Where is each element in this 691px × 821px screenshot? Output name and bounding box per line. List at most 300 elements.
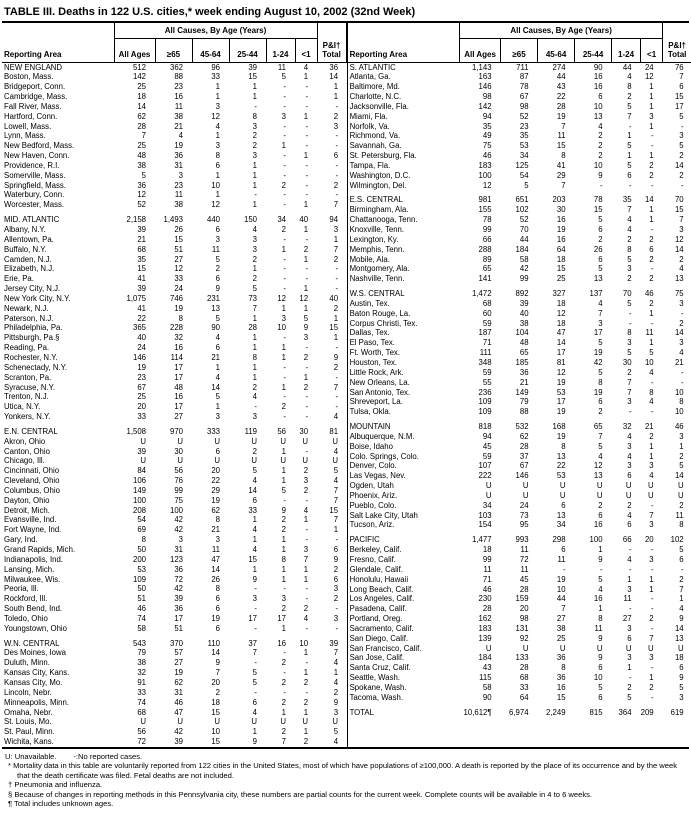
value-cell: 39	[248, 62, 257, 72]
value-cell: 30	[622, 357, 632, 367]
value-cell: 15	[329, 505, 339, 515]
value-cell: 41	[556, 160, 566, 170]
value-cell: 3	[178, 170, 183, 180]
panel-left-table	[2, 23, 347, 747]
value-cell: U	[214, 456, 220, 466]
value-cell: 73	[248, 293, 257, 303]
reporting-area-cell: Rochester, N.Y.	[4, 352, 58, 362]
value-cell: 1	[252, 200, 257, 210]
value-cell: 746	[169, 293, 183, 303]
value-cell: 15	[556, 141, 566, 151]
value-cell: 2	[252, 131, 257, 141]
value-cell: 6	[679, 82, 684, 92]
value-cell: 81	[556, 357, 566, 367]
pi-total-label: Total	[667, 49, 687, 59]
value-cell: -	[305, 101, 309, 111]
reporting-area-cell: Long Beach, Calif.	[349, 584, 414, 594]
value-cell: 36	[137, 180, 146, 190]
reporting-area-cell: Pasadena, Calif.	[349, 604, 407, 614]
value-cell: 6	[627, 170, 632, 180]
value-cell: 8	[561, 441, 566, 451]
value-cell: 2	[303, 352, 309, 362]
value-cell: -	[305, 402, 309, 412]
reporting-area-cell: Albany, N.Y.	[4, 225, 46, 234]
reporting-area-cell: Reading, Pa.	[4, 343, 50, 353]
value-cell: 1	[303, 648, 309, 658]
reporting-area-cell: Corpus Christi, Tex.	[349, 318, 418, 328]
value-cell: 79	[519, 397, 529, 407]
value-cell: 38	[174, 200, 183, 210]
value-cell: 2	[252, 446, 257, 456]
value-cell: 7	[281, 737, 286, 747]
value-cell: 64	[556, 244, 566, 254]
value-cell: 104	[515, 328, 529, 338]
value-cell: 5	[598, 215, 603, 225]
value-cell: 3	[252, 412, 257, 422]
value-cell: 90	[593, 62, 603, 72]
value-cell: 1	[215, 82, 220, 92]
value-cell: 146	[132, 352, 146, 362]
value-cell: 40	[299, 215, 309, 225]
value-cell: 3	[333, 584, 339, 594]
value-cell: 24	[519, 500, 529, 510]
value-cell: 2	[627, 500, 632, 510]
reporting-area-cell: Tucson, Ariz.	[349, 520, 395, 530]
value-cell: 3	[303, 545, 309, 554]
value-cell: 2	[333, 180, 339, 190]
value-cell: 75	[482, 141, 492, 151]
value-cell: -	[681, 564, 684, 574]
value-cell: 150	[243, 215, 257, 225]
value-cell: 1	[303, 111, 309, 121]
value-cell: 47	[556, 328, 566, 338]
reporting-area-cell: Memphis, Tenn.	[349, 244, 405, 254]
value-cell: 1	[303, 200, 309, 210]
value-cell: -	[283, 412, 286, 422]
value-cell: 4	[333, 476, 339, 486]
value-cell: 139	[478, 633, 492, 643]
value-cell: 55	[482, 377, 492, 387]
value-cell: 3	[627, 338, 632, 348]
value-cell: 4	[303, 613, 309, 623]
value-cell: 3	[215, 412, 220, 422]
value-cell: 11	[277, 62, 286, 72]
value-cell: -	[305, 92, 309, 102]
value-cell: 6	[215, 160, 220, 170]
value-cell: 14	[211, 564, 220, 574]
reporting-area-cell: MID. ATLANTIC	[4, 215, 60, 225]
reporting-area-cell: S. ATLANTIC	[349, 62, 396, 72]
value-cell: 5	[598, 264, 603, 274]
value-cell: 5	[141, 170, 146, 180]
value-cell: 8	[679, 397, 684, 407]
region-total-row	[348, 289, 691, 299]
reporting-area-cell: Grand Rapids, Mich.	[4, 545, 76, 554]
value-cell: 21	[174, 121, 183, 131]
value-cell: -	[305, 362, 309, 372]
value-cell: 46	[644, 289, 654, 299]
value-cell: 1	[215, 362, 220, 372]
value-cell: 33	[137, 412, 146, 422]
value-cell: -	[305, 160, 309, 170]
value-cell: 33	[174, 274, 183, 284]
value-cell: 10	[674, 407, 684, 417]
value-cell: 4	[252, 707, 257, 717]
value-cell: 5	[598, 367, 603, 377]
city-row	[348, 358, 691, 368]
value-cell: 7	[252, 303, 257, 313]
value-cell: 88	[519, 407, 529, 417]
reporting-area-cell: Honolulu, Hawaii	[349, 574, 409, 584]
reporting-area-cell: Newark, N.J.	[4, 303, 49, 313]
value-cell: 109	[132, 574, 146, 584]
value-cell: 1	[281, 244, 286, 254]
value-cell: 45	[482, 441, 492, 451]
value-cell: 15	[211, 707, 220, 717]
city-row	[2, 486, 346, 496]
footnote: U: Unavailable. -:No reported cases.	[5, 751, 143, 761]
value-cell: -	[305, 131, 309, 141]
value-cell: 4	[333, 412, 339, 422]
value-cell: 7	[598, 308, 603, 318]
value-cell: 2	[281, 525, 286, 535]
value-cell: 12	[277, 293, 286, 303]
value-cell: 12	[674, 234, 684, 244]
value-cell: 4	[333, 658, 339, 668]
value-cell: 31	[174, 160, 183, 170]
city-row	[348, 575, 691, 585]
city-row	[348, 141, 691, 151]
value-cell: 38	[519, 318, 529, 328]
city-row	[2, 447, 346, 457]
reporting-area-cell: San Jose, Calif.	[349, 653, 405, 663]
value-cell: 3	[679, 431, 684, 441]
reporting-area-cell: Syracuse, N.Y.	[4, 382, 55, 392]
value-cell: 5	[333, 727, 339, 737]
value-cell: 1	[627, 131, 632, 141]
city-row	[348, 604, 691, 614]
value-cell: 5	[303, 313, 309, 323]
value-cell: 2	[281, 658, 286, 668]
reporting-area-cell: Providence, R.I.	[4, 160, 60, 170]
value-cell: -	[651, 225, 654, 234]
value-cell: 365	[132, 323, 146, 333]
value-cell: 102	[515, 205, 529, 215]
value-cell: 274	[552, 62, 566, 72]
value-cell: 59	[482, 318, 492, 328]
value-cell: 17	[174, 362, 183, 372]
value-cell: 5	[598, 338, 603, 348]
value-cell: 1	[649, 215, 654, 225]
value-cell: 16	[556, 215, 566, 225]
city-row	[348, 432, 691, 442]
value-cell: 3	[215, 234, 220, 244]
value-cell: -	[283, 131, 286, 141]
col-header-pi-total	[663, 39, 691, 63]
reporting-area-cell: Evansville, Ind.	[4, 515, 57, 525]
value-cell: 66	[622, 535, 632, 545]
reporting-area-cell: Camden, N.J.	[4, 254, 52, 264]
value-cell: 38	[174, 111, 183, 121]
reporting-area-cell: Norfolk, Va.	[349, 121, 390, 131]
value-cell: 12	[211, 200, 220, 210]
value-cell: -	[283, 274, 286, 284]
value-cell: 1	[215, 402, 220, 412]
reporting-area-cell: Lansing, Mich.	[4, 564, 55, 574]
value-cell: 1	[649, 338, 654, 348]
value-cell: 19	[556, 574, 566, 584]
value-cell: 1	[215, 92, 220, 102]
value-cell: 1	[649, 308, 654, 318]
value-cell: 11	[557, 131, 566, 141]
value-cell: 4	[252, 225, 257, 234]
value-cell: 51	[137, 594, 146, 604]
city-row	[348, 644, 691, 654]
value-cell: 19	[174, 303, 183, 313]
value-cell: 1	[649, 584, 654, 594]
value-cell: 39	[174, 594, 183, 604]
value-cell: 5	[252, 466, 257, 476]
value-cell: U	[251, 717, 257, 727]
col-header-45-64: 45-64	[538, 39, 575, 63]
value-cell: 1	[649, 451, 654, 461]
value-cell: 1	[252, 333, 257, 343]
reporting-area-cell: Scranton, Pa.	[4, 372, 52, 382]
reporting-area-cell: Baltimore, Md.	[349, 82, 400, 92]
value-cell: -	[335, 190, 339, 200]
reporting-area-cell: Charlotte, N.C.	[349, 92, 402, 102]
value-cell: 159	[515, 594, 529, 604]
value-cell: 4	[598, 451, 603, 461]
value-cell: 13	[593, 274, 603, 284]
value-cell: 65	[593, 422, 603, 432]
value-cell: 1	[649, 673, 654, 683]
value-cell: U	[677, 481, 684, 491]
value-cell: 651	[515, 195, 529, 205]
value-cell: -	[651, 500, 654, 510]
value-cell: U	[647, 643, 654, 653]
reporting-area-cell: NEW ENGLAND	[4, 62, 63, 72]
value-cell: 11	[645, 328, 654, 338]
region-total-row	[2, 62, 346, 72]
value-cell: 15	[211, 737, 220, 747]
value-cell: 15	[674, 205, 684, 215]
value-cell: 68	[519, 673, 529, 683]
value-cell: 6	[333, 151, 339, 161]
value-cell: 78	[593, 195, 603, 205]
city-row	[348, 683, 691, 693]
city-row	[2, 343, 346, 353]
value-cell: -	[283, 648, 286, 658]
value-cell: -	[628, 308, 632, 318]
value-cell: 34	[556, 520, 566, 530]
value-cell: 2	[252, 254, 257, 264]
value-cell: 72	[519, 555, 529, 564]
value-cell: 27	[622, 614, 632, 624]
value-cell: 4	[649, 471, 654, 481]
value-cell: 25	[556, 633, 566, 643]
city-row	[2, 525, 346, 535]
city-row	[348, 131, 691, 141]
value-cell: 155	[478, 205, 492, 215]
value-cell: 19	[174, 141, 183, 151]
reporting-area-cell: Toledo, Ohio	[4, 613, 48, 623]
city-row	[348, 245, 691, 255]
value-cell: -	[283, 190, 286, 200]
grand-total-row	[348, 708, 691, 718]
value-cell: 44	[622, 62, 632, 72]
city-row	[2, 304, 346, 314]
value-cell: 141	[478, 274, 492, 284]
value-cell: 6	[598, 510, 603, 520]
value-cell: 6	[627, 520, 632, 530]
value-cell: 14	[329, 72, 339, 82]
value-cell: 8	[598, 614, 603, 624]
value-cell: -	[681, 377, 684, 387]
value-cell: 11	[623, 594, 632, 604]
value-cell: 2	[679, 254, 684, 264]
city-row	[348, 388, 691, 398]
city-row	[2, 131, 346, 141]
city-row	[2, 496, 346, 506]
city-row	[348, 368, 691, 378]
value-cell: 106	[132, 476, 146, 486]
value-cell: 2	[215, 687, 220, 697]
reporting-area-cell: Dayton, Ohio	[4, 495, 50, 505]
value-cell: 7	[215, 668, 220, 678]
region-total-row	[2, 427, 346, 437]
value-cell: U	[647, 490, 654, 500]
value-cell: 1	[627, 663, 632, 673]
value-cell: 2	[303, 737, 309, 747]
panel-left-wrap	[2, 23, 348, 747]
col-header-all-ages: All Ages	[460, 39, 501, 63]
city-row	[348, 397, 691, 407]
value-cell: 7	[679, 72, 684, 82]
value-cell: 8	[281, 554, 286, 564]
value-cell: 4	[252, 476, 257, 486]
value-cell: 1	[281, 466, 286, 476]
value-cell: 9	[333, 554, 339, 564]
value-cell: -	[283, 160, 286, 170]
reporting-area-cell: Pittsburgh, Pa.§	[4, 333, 60, 343]
value-cell: 146	[478, 82, 492, 92]
city-row	[2, 466, 346, 476]
value-cell: 74	[137, 697, 146, 707]
city-row	[2, 624, 346, 634]
col-header-1-24: 1-24	[266, 39, 295, 63]
value-cell: U	[559, 481, 566, 491]
city-row	[2, 648, 346, 658]
value-cell: 52	[137, 200, 146, 210]
value-cell: 40	[329, 293, 339, 303]
value-cell: 64	[519, 692, 529, 702]
value-cell: 142	[132, 72, 146, 82]
value-cell: 46	[174, 697, 183, 707]
value-cell: -	[305, 234, 309, 244]
value-cell: 11	[174, 101, 183, 111]
value-cell: 19	[593, 348, 603, 358]
pi-header-spacer	[317, 23, 346, 39]
value-cell: 8	[141, 535, 146, 545]
value-cell: 4	[627, 72, 632, 82]
value-cell: 7	[649, 510, 654, 520]
city-row	[348, 309, 691, 319]
value-cell: 7	[627, 387, 632, 397]
value-cell: 8	[178, 313, 183, 323]
reporting-area-cell: Allentown, Pa.	[4, 234, 54, 244]
value-cell: 6	[598, 92, 603, 102]
value-cell: 818	[478, 422, 492, 432]
reporting-area-cell: Fall River, Mass.	[4, 101, 62, 111]
value-cell: 67	[137, 382, 146, 392]
value-cell: 1	[252, 160, 257, 170]
value-cell: 1	[281, 446, 286, 456]
value-cell: 46	[137, 604, 146, 614]
value-cell: -	[283, 234, 286, 244]
value-cell: 3	[679, 692, 684, 702]
value-cell: -	[305, 274, 309, 284]
value-cell: 9	[598, 633, 603, 643]
value-cell: -	[335, 160, 339, 170]
value-cell: 14	[644, 195, 654, 205]
value-cell: 1	[252, 264, 257, 274]
value-cell: 39	[137, 446, 146, 456]
value-cell: 154	[478, 520, 492, 530]
value-cell: 62	[137, 111, 146, 121]
city-row	[348, 235, 691, 245]
value-cell: -	[283, 92, 286, 102]
value-cell: 2	[303, 697, 309, 707]
value-cell: 46	[482, 151, 492, 161]
value-cell: 33	[519, 682, 529, 692]
value-cell: 39	[137, 225, 146, 234]
value-cell: 9	[679, 614, 684, 624]
value-cell: 3	[649, 555, 654, 564]
reporting-area-cell: Yonkers, N.Y.	[4, 412, 51, 422]
value-cell: 131	[515, 623, 529, 633]
value-cell: U	[280, 436, 286, 446]
reporting-area-cell: Springfield, Mass.	[4, 180, 66, 190]
value-cell: 17	[248, 613, 257, 623]
reporting-area-cell: Colo. Springs, Colo.	[349, 451, 419, 461]
value-cell: 298	[552, 535, 566, 545]
value-cell: -	[562, 564, 566, 574]
value-cell: 543	[132, 638, 146, 648]
value-cell: 2	[281, 697, 286, 707]
value-cell: 11	[594, 623, 603, 633]
value-cell: 109	[478, 397, 492, 407]
value-cell: 228	[169, 323, 183, 333]
value-cell: 7	[303, 554, 309, 564]
value-cell: 10	[593, 160, 603, 170]
value-cell: 1	[252, 535, 257, 545]
value-cell: 4	[627, 555, 632, 564]
value-cell: 187	[478, 328, 492, 338]
reporting-area-cell: Knoxville, Tenn.	[349, 225, 405, 234]
reporting-area-cell: Utica, N.Y.	[4, 402, 41, 412]
reporting-area-cell: Wichita, Kans.	[4, 737, 54, 747]
value-cell: 9	[303, 323, 309, 333]
value-cell: 6	[215, 274, 220, 284]
value-cell: 58	[137, 623, 146, 633]
value-cell: 68	[482, 298, 492, 308]
value-cell: 21	[137, 234, 146, 244]
value-cell: 7	[561, 121, 566, 131]
value-cell: 28	[137, 121, 146, 131]
value-cell: 41	[137, 274, 146, 284]
value-cell: 21	[674, 357, 684, 367]
